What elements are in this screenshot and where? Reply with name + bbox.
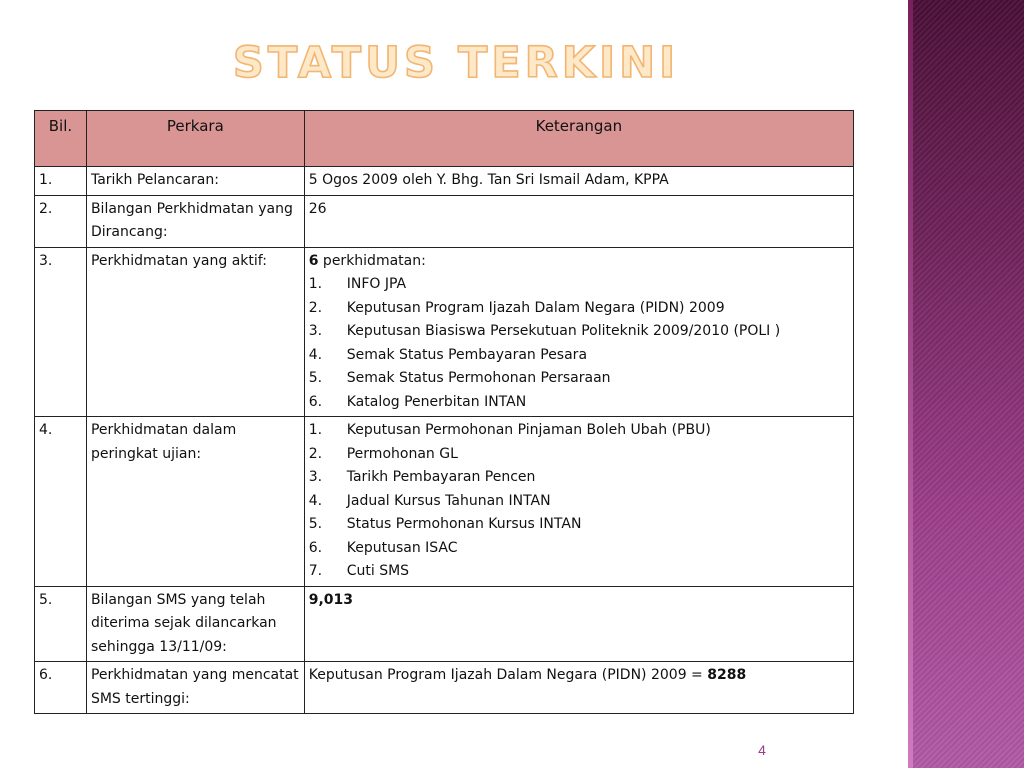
cell-perkara: Perkhidmatan yang mencatat SMS tertinggi: [86, 662, 304, 714]
cell-bil: 6. [35, 662, 87, 714]
active-services-intro [309, 250, 849, 274]
list-item: 5. Status Permohonan Kursus INTAN [308, 516, 582, 532]
cell-keterangan [304, 586, 853, 662]
list-item: 1. Keputusan Permohonan Pinjaman Boleh Ubah (PBU) [308, 422, 711, 438]
cell-perkara: Perkhidmatan dalam peringkat ujian: [86, 417, 304, 587]
list-item: 1. INFO JPA [308, 276, 407, 292]
list-item: 3. Keputusan Biasiswa Persekutuan Politeknik 2009/2010 (POLI ) [308, 323, 781, 339]
list-item: 6. Katalog Penerbitan INTAN [308, 393, 527, 410]
active-services-intro-text: perkhidmatan: [318, 252, 426, 269]
list-item: 2. Keputusan Program Ijazah Dalam Negara (PIDN) 2009 [308, 299, 725, 316]
table-row [35, 417, 854, 587]
cell-keterangan [304, 662, 853, 714]
cell-perkara: Perkhidmatan yang aktif: [86, 247, 304, 417]
sms-count: 9,013 [308, 591, 354, 608]
cell-bil: 2. [35, 195, 87, 247]
top-service-text: Keputusan Program Ijazah Dalam Negara (PIDN) 2009 = [308, 667, 708, 683]
cell-perkara: Tarikh Pelancaran: [86, 167, 304, 196]
cell-keterangan [304, 247, 853, 417]
list-item: 5. Semak Status Permohonan Persaraan [308, 370, 611, 386]
table-row [35, 167, 854, 196]
table-row [35, 662, 854, 714]
list-item: 2. Permohonan GL [308, 445, 458, 462]
slide-title: STATUS TERKINI [232, 38, 680, 88]
list-item: 4. Jadual Kursus Tahunan INTAN [308, 492, 551, 509]
side-decorative-band [913, 0, 1024, 768]
cell-keterangan: 26 [304, 195, 853, 247]
testing-services-list [309, 419, 849, 584]
active-services-list [309, 273, 849, 414]
cell-perkara: Bilangan SMS yang telah diterima sejak dilancarkan sehingga 13/11/09: [86, 586, 304, 662]
list-item: 3. Tarikh Pembayaran Pencen [308, 469, 536, 485]
table-header-row [35, 111, 854, 167]
cell-bil: 5. [35, 586, 87, 662]
table-row [35, 195, 854, 247]
header-perkara: Perkara [86, 111, 304, 167]
header-bil: Bil. [35, 111, 87, 167]
list-item: 6. Keputusan ISAC [308, 539, 458, 556]
cell-keterangan [304, 417, 853, 587]
top-service-count: 8288 [707, 667, 747, 683]
cell-bil: 1. [35, 167, 87, 196]
page-number: 4 [758, 742, 766, 758]
cell-bil: 3. [35, 247, 87, 417]
cell-perkara: Bilangan Perkhidmatan yang Dirancang: [86, 195, 304, 247]
list-item: 4. Semak Status Pembayaran Pesara [308, 346, 588, 363]
cell-bil: 4. [35, 417, 87, 587]
table-row [35, 586, 854, 662]
cell-keterangan: 5 Ogos 2009 oleh Y. Bhg. Tan Sri Ismail Adam, KPPA [304, 167, 853, 196]
list-item: 7. Cuti SMS [308, 563, 410, 579]
header-keterangan: Keterangan [304, 111, 853, 167]
table-row [35, 247, 854, 417]
active-services-count: 6 [308, 252, 319, 269]
status-table [34, 110, 854, 714]
